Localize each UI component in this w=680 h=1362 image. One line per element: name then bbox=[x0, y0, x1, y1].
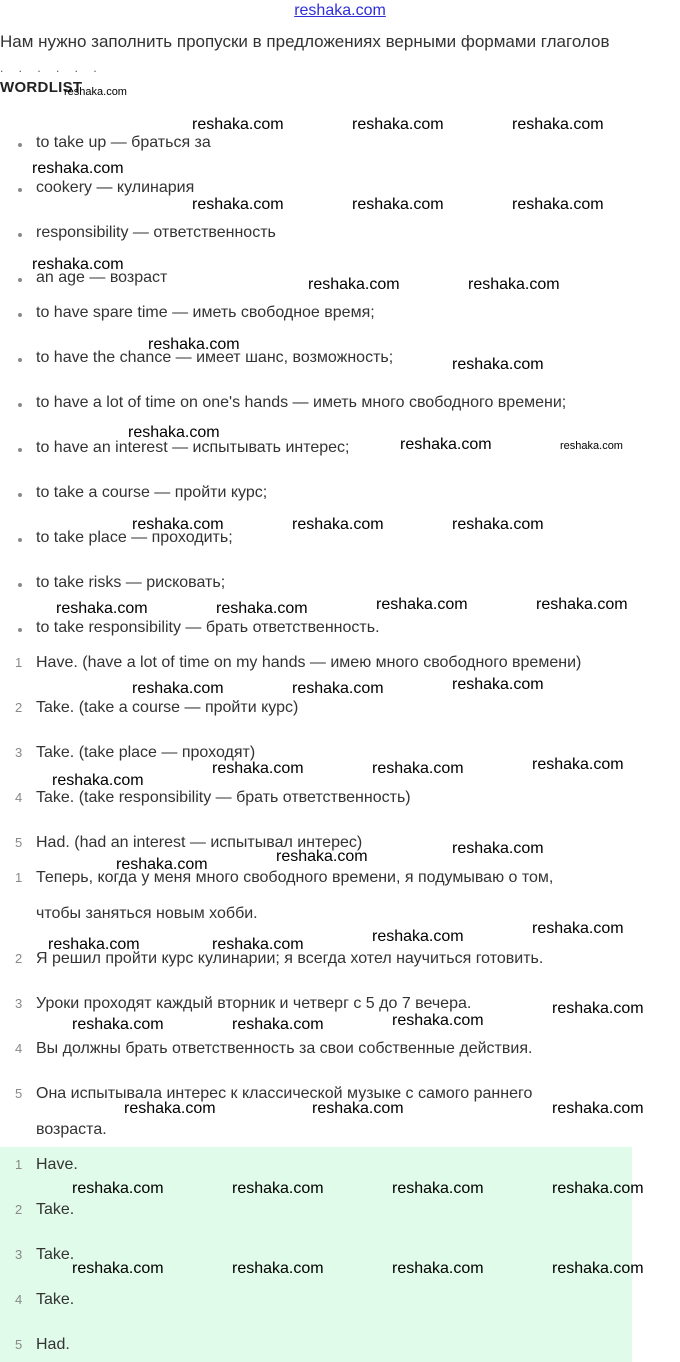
item-number: 5 bbox=[15, 1337, 23, 1352]
list-item: to take up — браться за bbox=[36, 134, 211, 151]
watermark: reshaka.com bbox=[376, 596, 468, 613]
bullet-icon bbox=[18, 278, 22, 282]
watermark: reshaka.com bbox=[292, 516, 384, 533]
watermark: reshaka.com bbox=[32, 160, 124, 177]
item-number: 2 bbox=[15, 700, 23, 715]
watermark: reshaka.com bbox=[216, 600, 308, 617]
watermark: reshaka.com bbox=[276, 848, 368, 865]
translation-line: Уроки проходят каждый вторник и четверг с 5 до 7 вечера. bbox=[36, 995, 472, 1012]
bullet-icon bbox=[18, 403, 22, 407]
item-number: 1 bbox=[15, 1157, 23, 1172]
watermark: reshaka.com bbox=[292, 680, 384, 697]
list-item: to take risks — рисковать; bbox=[36, 574, 226, 591]
watermark: reshaka.com bbox=[392, 1180, 484, 1197]
watermark: reshaka.com bbox=[552, 1260, 644, 1277]
translation-line: возраста. bbox=[36, 1121, 107, 1138]
list-item: to have spare time — иметь свободное время; bbox=[36, 304, 375, 321]
item-number: 1 bbox=[15, 655, 23, 670]
watermark: reshaka.com bbox=[452, 516, 544, 533]
bullet-icon bbox=[18, 313, 22, 317]
list-item: to have the chance — имеет шанс, возможность; bbox=[36, 349, 394, 366]
watermark: reshaka.com bbox=[536, 596, 628, 613]
watermark: reshaka.com bbox=[232, 1180, 324, 1197]
list-item: cookery — кулинария bbox=[36, 179, 195, 196]
final-answer: Have. bbox=[36, 1156, 78, 1173]
watermark: reshaka.com bbox=[72, 1180, 164, 1197]
bullet-icon bbox=[18, 188, 22, 192]
ellipsis-dots: . . . . . . bbox=[0, 61, 103, 75]
bullet-icon bbox=[18, 583, 22, 587]
answer-explained: Have. (have a lot of time on my hands — имею много свободного времени) bbox=[36, 654, 582, 671]
item-number: 4 bbox=[15, 1041, 23, 1056]
site-link[interactable]: reshaka.com bbox=[294, 2, 386, 19]
watermark: reshaka.com bbox=[400, 436, 492, 453]
final-answer: Take. bbox=[36, 1291, 75, 1308]
wordlist-heading: WORDLIST bbox=[0, 79, 83, 96]
watermark: reshaka.com bbox=[468, 276, 560, 293]
watermark: reshaka.com bbox=[48, 936, 140, 953]
bullet-icon bbox=[18, 538, 22, 542]
list-item: to take place — проходить; bbox=[36, 529, 233, 546]
watermark: reshaka.com bbox=[452, 676, 544, 693]
watermark: reshaka.com bbox=[72, 1016, 164, 1033]
item-number: 3 bbox=[15, 996, 23, 1011]
watermark: reshaka.com bbox=[32, 256, 124, 273]
watermark: reshaka.com bbox=[452, 840, 544, 857]
watermark: reshaka.com bbox=[560, 440, 623, 452]
watermark: reshaka.com bbox=[392, 1012, 484, 1029]
watermark: reshaka.com bbox=[72, 1260, 164, 1277]
watermark: reshaka.com bbox=[148, 336, 240, 353]
watermark: reshaka.com bbox=[52, 772, 144, 789]
watermark: reshaka.com bbox=[212, 936, 304, 953]
watermark: reshaka.com bbox=[352, 196, 444, 213]
watermark: reshaka.com bbox=[128, 424, 220, 441]
watermark: reshaka.com bbox=[352, 116, 444, 133]
watermark: reshaka.com bbox=[512, 116, 604, 133]
bullet-icon bbox=[18, 628, 22, 632]
answer-explained: Had. (had an interest — испытывал интерес) bbox=[36, 834, 363, 851]
task-intro: Нам нужно заполнить пропуски в предложениях верными формами глаголов bbox=[0, 32, 610, 51]
watermark: reshaka.com bbox=[64, 86, 127, 98]
item-number: 1 bbox=[15, 870, 23, 885]
item-number: 3 bbox=[15, 745, 23, 760]
watermark: reshaka.com bbox=[532, 920, 624, 937]
list-item: to have a lot of time on one's hands — иметь много свободного времени; bbox=[36, 394, 567, 411]
item-number: 2 bbox=[15, 1202, 23, 1217]
watermark: reshaka.com bbox=[212, 760, 304, 777]
final-answer: Had. bbox=[36, 1336, 70, 1353]
watermark: reshaka.com bbox=[552, 1100, 644, 1117]
bullet-icon bbox=[18, 448, 22, 452]
watermark: reshaka.com bbox=[192, 116, 284, 133]
bullet-icon bbox=[18, 358, 22, 362]
translation-line: Теперь, когда у меня много свободного времени, я подумываю о том, bbox=[36, 869, 554, 886]
final-answer: Take. bbox=[36, 1201, 75, 1218]
watermark: reshaka.com bbox=[532, 756, 624, 773]
watermark: reshaka.com bbox=[512, 196, 604, 213]
bullet-icon bbox=[18, 233, 22, 237]
watermark: reshaka.com bbox=[132, 516, 224, 533]
translation-line: Она испытывала интерес к классической музыке с самого раннего bbox=[36, 1085, 533, 1102]
answer-explained: Take. (take place — проходят) bbox=[36, 744, 256, 761]
watermark: reshaka.com bbox=[56, 600, 148, 617]
translation-line: Вы должны брать ответственность за свои собственные действия. bbox=[36, 1040, 533, 1057]
watermark: reshaka.com bbox=[312, 1100, 404, 1117]
bullet-icon bbox=[18, 143, 22, 147]
watermark: reshaka.com bbox=[192, 196, 284, 213]
answer-explained: Take. (take responsibility — брать ответственность) bbox=[36, 789, 411, 806]
watermark: reshaka.com bbox=[452, 356, 544, 373]
watermark: reshaka.com bbox=[372, 928, 464, 945]
list-item: to take responsibility — брать ответственность. bbox=[36, 619, 380, 636]
item-number: 5 bbox=[15, 835, 23, 850]
watermark: reshaka.com bbox=[392, 1260, 484, 1277]
watermark: reshaka.com bbox=[124, 1100, 216, 1117]
translation-line: Я решил пройти курс кулинарии; я всегда хотел научиться готовить. bbox=[36, 950, 544, 967]
watermark: reshaka.com bbox=[232, 1260, 324, 1277]
item-number: 4 bbox=[15, 1292, 23, 1307]
list-item: to take a course — пройти курс; bbox=[36, 484, 268, 501]
item-number: 3 bbox=[15, 1247, 23, 1262]
watermark: reshaka.com bbox=[308, 276, 400, 293]
item-number: 4 bbox=[15, 790, 23, 805]
watermark: reshaka.com bbox=[552, 1000, 644, 1017]
watermark: reshaka.com bbox=[116, 856, 208, 873]
watermark: reshaka.com bbox=[552, 1180, 644, 1197]
bullet-icon bbox=[18, 493, 22, 497]
watermark: reshaka.com bbox=[132, 680, 224, 697]
item-number: 2 bbox=[15, 951, 23, 966]
answer-explained: Take. (take a course — пройти курс) bbox=[36, 699, 299, 716]
list-item: responsibility — ответственность bbox=[36, 224, 276, 241]
translation-line: чтобы заняться новым хобби. bbox=[36, 905, 258, 922]
watermark: reshaka.com bbox=[232, 1016, 324, 1033]
final-answer: Take. bbox=[36, 1246, 75, 1263]
list-item: an age — возраст bbox=[36, 269, 168, 286]
list-item: to have an interest — испытывать интерес; bbox=[36, 439, 350, 456]
item-number: 5 bbox=[15, 1086, 23, 1101]
watermark: reshaka.com bbox=[372, 760, 464, 777]
